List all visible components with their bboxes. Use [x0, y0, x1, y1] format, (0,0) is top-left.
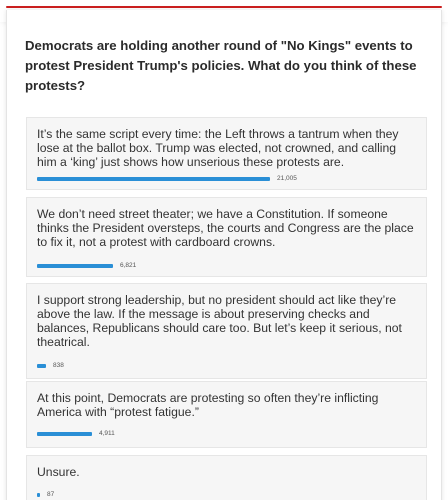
option-text: Unsure.: [37, 465, 80, 479]
vote-bar: [37, 493, 40, 497]
vote-count: 6,821: [120, 262, 137, 269]
vote-count: 4,911: [99, 430, 115, 437]
poll-option[interactable]: [26, 455, 427, 500]
poll-question: Democrats are holding another round of "No Kings" events to protest President Trump's policies. What do you think of these protests?: [25, 38, 417, 93]
option-text: We don’t need street theater; we have a Constitution. If someone thinks the President oversteps, the courts and Congress are the place to fix it, not a protest with cardboard crowns.: [37, 207, 414, 249]
poll-card: [6, 10, 442, 500]
vote-count: 87: [47, 491, 55, 498]
accent-line: [6, 6, 442, 8]
option-text: I support strong leadership, but no president should act like they’re above the law. If the message is about preserving checks and balances, Republicans should care too. But let’s keep it serious, not theatrical.: [37, 293, 402, 349]
option-text: At this point, Democrats are protesting so often they’re inflicting America with “protest fatigue.”: [37, 391, 379, 419]
vote-count: 838: [53, 362, 64, 369]
vote-count: 21,005: [277, 175, 297, 182]
vote-bar: [37, 432, 92, 436]
poll-option[interactable]: [26, 117, 427, 190]
poll-option[interactable]: [26, 197, 427, 277]
poll-option[interactable]: [26, 381, 427, 448]
option-text: It’s the same script every time: the Left throws a tantrum when they lose at the ballot box. Trump was elected, not crowned, and calling him a ‘king’ just shows how unserious these protests are.: [37, 127, 399, 169]
vote-bar: [37, 177, 270, 181]
vote-bar: [37, 264, 113, 268]
vote-bar: [37, 364, 46, 368]
poll-option[interactable]: [26, 283, 427, 379]
